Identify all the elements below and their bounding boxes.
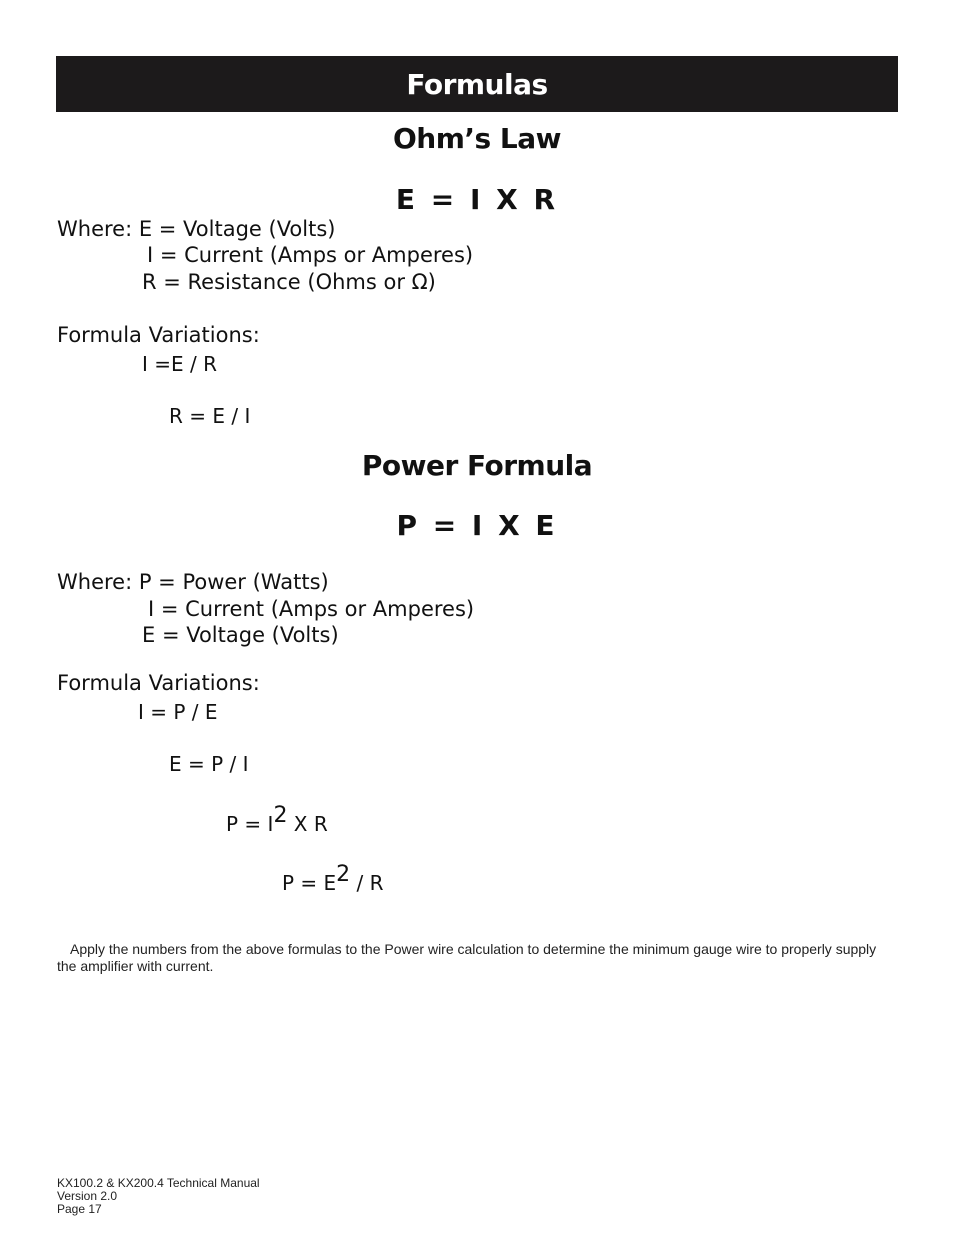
ohms-law-formula: E = I X R bbox=[395, 183, 559, 216]
variation-text: E = P / I bbox=[169, 752, 249, 776]
banner-title: Formulas bbox=[406, 67, 548, 101]
where-line-power: Where: P = Power (Watts) bbox=[57, 570, 329, 594]
footer-version: Version 2.0 bbox=[57, 1189, 118, 1203]
variation-text: P = E bbox=[282, 871, 337, 895]
variation-text: P = I bbox=[226, 812, 274, 836]
where-line-voltage: E = Voltage (Volts) bbox=[142, 623, 339, 647]
variation-current bbox=[138, 700, 218, 724]
superscript: 2 bbox=[336, 862, 351, 887]
where-line-voltage: Where: E = Voltage (Volts) bbox=[57, 217, 336, 241]
variation-text: I = P / E bbox=[138, 700, 218, 724]
variation-voltage bbox=[169, 752, 249, 776]
where-line-resistance: R = Resistance (Ohms or Ω) bbox=[142, 270, 436, 294]
section-banner bbox=[56, 56, 898, 112]
ohms-law-title: Ohm’s Law bbox=[392, 122, 562, 155]
where-line-current: I = Current (Amps or Amperes) bbox=[148, 597, 475, 621]
page-footer bbox=[57, 1177, 260, 1216]
superscript: 2 bbox=[273, 803, 288, 828]
power-formula-formula: P = I X E bbox=[396, 509, 558, 542]
where-line-current: I = Current (Amps or Amperes) bbox=[147, 243, 474, 267]
power-formula-title: Power Formula bbox=[361, 449, 593, 482]
variation-text-rest: / R bbox=[350, 871, 384, 895]
footer-page: Page 17 bbox=[57, 1202, 102, 1216]
variation-resistance: R = E / I bbox=[169, 404, 251, 428]
note-paragraph: Apply the numbers from the above formulas to the Power wire calculation to determine the minimum gauge wire to properly supply the amplifier with current. bbox=[57, 941, 877, 974]
variation-power-voltage-squared bbox=[282, 862, 384, 896]
variation-current: I =E / R bbox=[142, 352, 217, 376]
variations-label: Formula Variations: bbox=[57, 323, 260, 347]
variations-label: Formula Variations: bbox=[57, 671, 260, 695]
variation-power-current-squared bbox=[226, 803, 328, 837]
footer-manual: KX100.2 & KX200.4 Technical Manual bbox=[57, 1176, 260, 1190]
variation-text-rest: X R bbox=[287, 812, 328, 836]
